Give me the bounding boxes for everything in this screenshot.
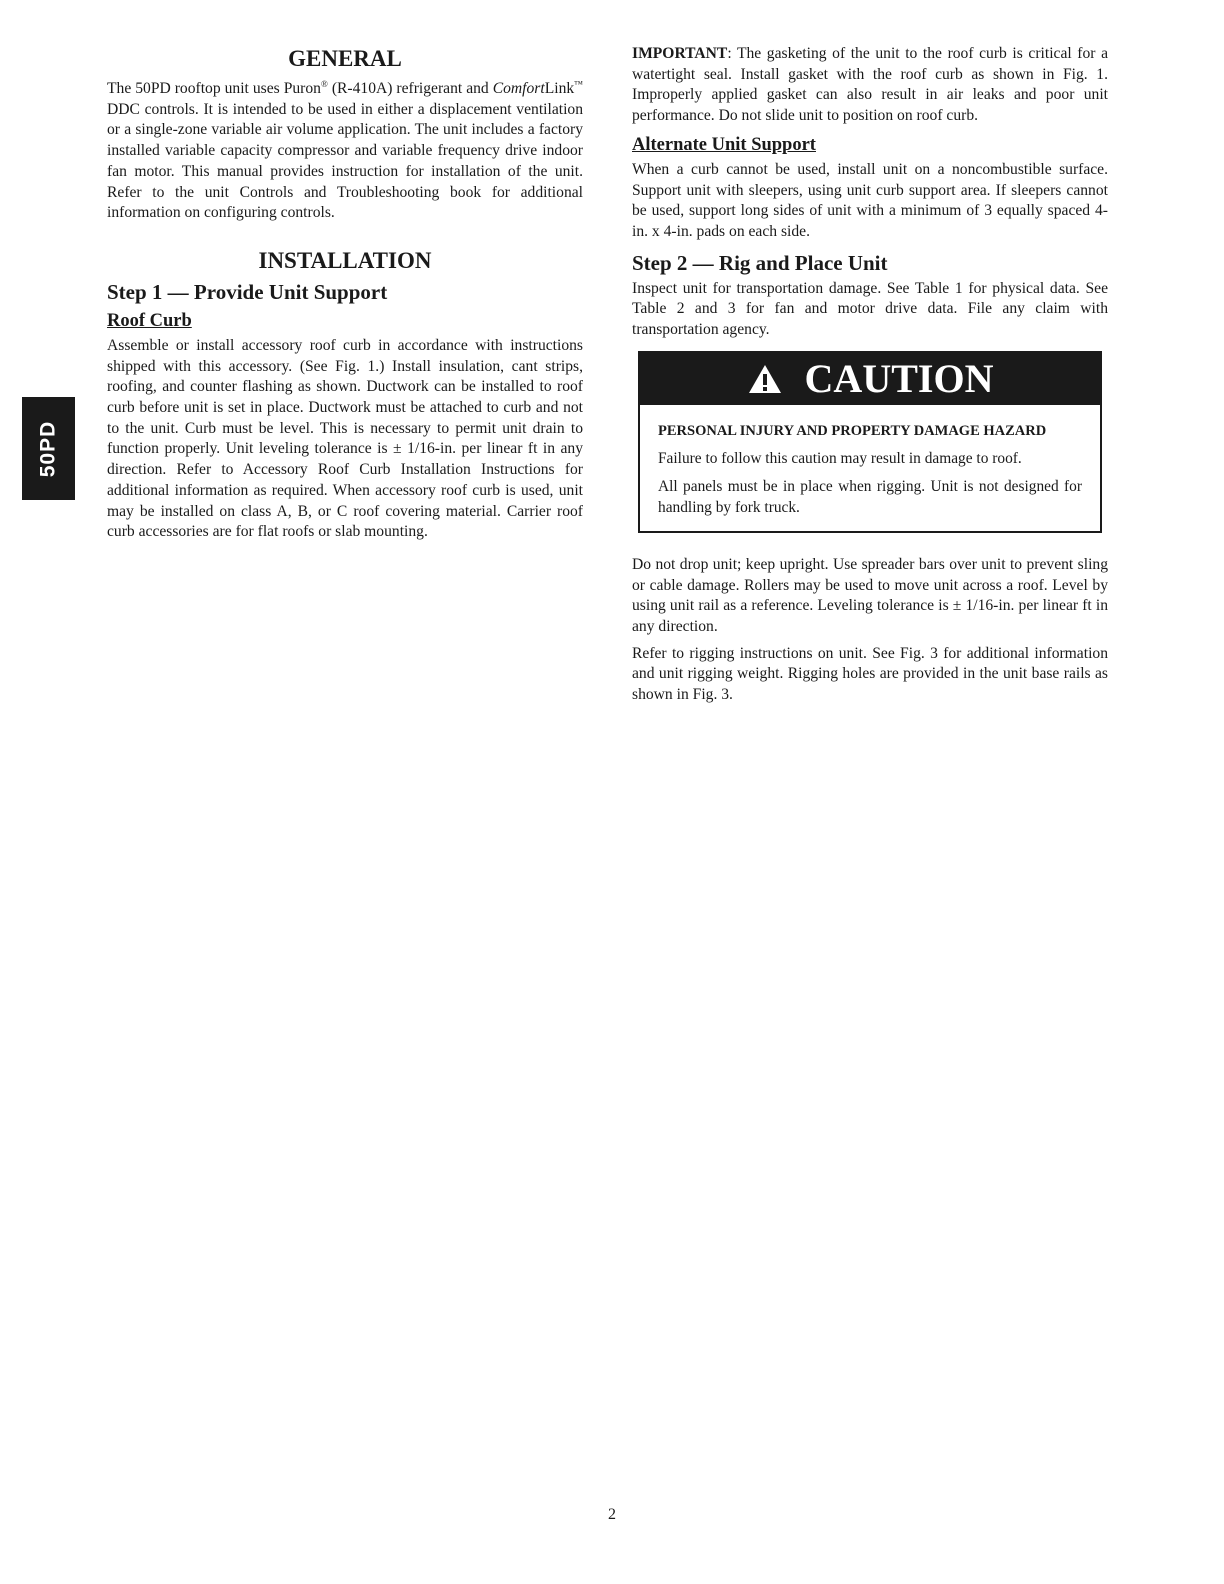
caution-header	[640, 353, 1100, 405]
side-tab-label: 50PD	[36, 420, 60, 477]
caution-box	[638, 351, 1102, 533]
step1-heading: Step 1 — Provide Unit Support	[107, 279, 388, 304]
general-heading: GENERAL	[288, 46, 402, 71]
roof-curb-heading: Roof Curb	[107, 310, 192, 331]
installation-heading: INSTALLATION	[258, 247, 432, 273]
important-paragraph: IMPORTANT: The gasketing of the unit to the roof curb is critical for a watertight seal. Install gasket with the roof curb as shown in Fig. 1. Improperly applied gasket can also result in air leaks and poor unit performance. Do not slide unit to position on roof curb.	[632, 45, 1108, 125]
hazard-title: PERSONAL INJURY AND PROPERTY DAMAGE HAZARD	[658, 422, 1047, 439]
caution-title: CAUTION	[804, 356, 994, 402]
step2-paragraph: Inspect unit for transportation damage. See Table 1 for physical data. See Table 2 and 3 for fan and motor drive data. File any claim with transportation agency.	[632, 279, 1108, 339]
general-paragraph: The 50PD rooftop unit uses Puron® (R-410A) refrigerant and ComfortLink™ DDC controls. It is intended to be used in either a displacement ventilation or a single-zone variable air volume application. The unit includes a factory installed variable capacity compressor and variable frequency drive indoor fan motor. This manual provides instruction for installation of the unit. Refer to the unit Controls and Troubleshooting book for additional information on configuring controls.	[107, 79, 583, 222]
side-tab	[22, 397, 75, 500]
warning-triangle-icon	[747, 363, 783, 395]
caution-line-1: Failure to follow this caution may result in damage to roof.	[658, 449, 1022, 467]
alt-support-heading: Alternate Unit Support	[632, 134, 816, 155]
roof-curb-paragraph: Assemble or install accessory roof curb in accordance with instructions shipped with this accessory. (See Fig. 1.) Install insulation, cant strips, roofing, and counter flashing as shown. Ductwork can be installed to roof curb before unit is set in place. Ductwork must be attached to curb and not to the unit. Curb must be level. This is necessary to permit unit drain to function properly. Unit leveling tolerance is ± 1/16-in. per linear ft in any direction. Refer to Accessory Roof Curb Installation Instructions for additional information as required. When accessory roof curb is used, unit may be installed on class A, B, or C roof covering material. Carrier roof curb accessories are for flat roofs or slab mounting.	[107, 336, 583, 541]
page-number: 2	[608, 1506, 616, 1523]
caution-line-2: All panels must be in place when rigging. Unit is not designed for handling by fork truck.	[658, 478, 1082, 517]
rigging-paragraph-2: Refer to rigging instructions on unit. See Fig. 3 for additional information and unit rigging weight. Rigging holes are provided in the unit base rails as shown in Fig. 3.	[632, 644, 1108, 704]
alt-support-paragraph: When a curb cannot be used, install unit on a noncombustible surface. Support unit with sleepers, using unit curb support area. If sleepers cannot be used, support long sides of unit with a minimum of 3 equally spaced 4-in. x 4-in. pads on each side.	[632, 160, 1108, 240]
rigging-paragraph-1: Do not drop unit; keep upright. Use spreader bars over unit to prevent sling or cable damage. Rollers may be used to move unit across a roof. Level by using unit rail as a reference. Leveling tolerance is ± 1/16-in. per linear ft in any direction.	[632, 555, 1108, 635]
right-column	[632, 44, 1108, 712]
caution-body	[640, 405, 1100, 531]
left-column	[107, 44, 583, 549]
step2-heading: Step 2 — Rig and Place Unit	[632, 250, 888, 275]
